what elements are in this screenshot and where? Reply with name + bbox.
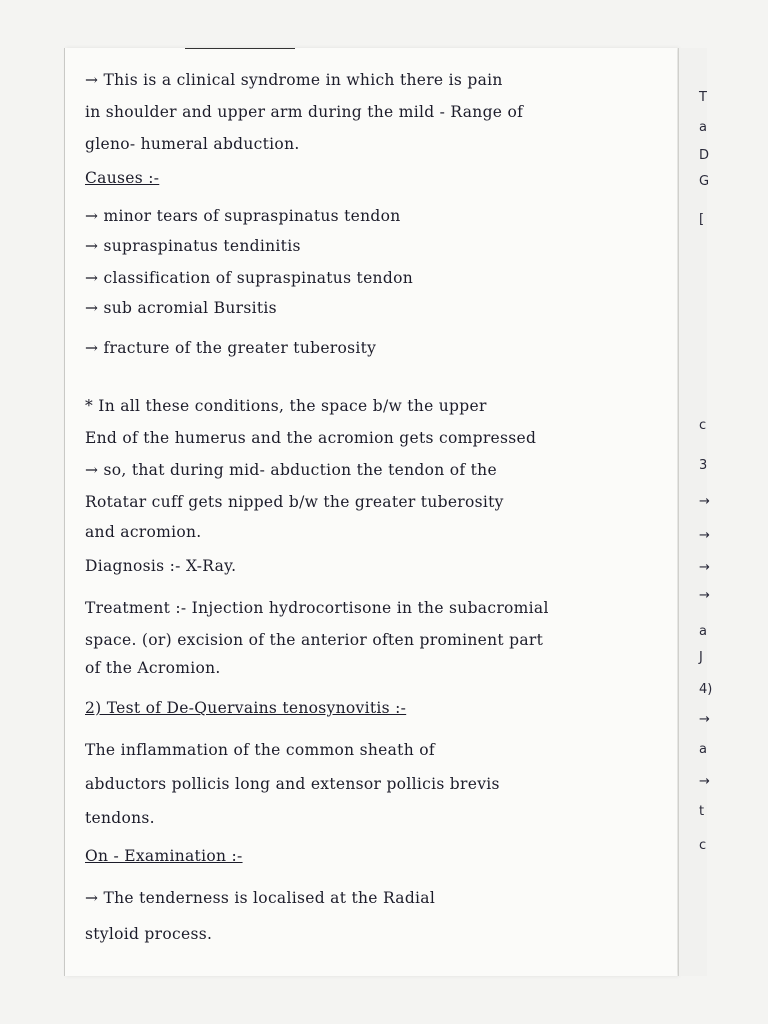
edge-glyph: J xyxy=(699,650,703,665)
note-line: of the Acromion. xyxy=(85,659,221,677)
note-line: and acromion. xyxy=(85,523,202,541)
note-line: Diagnosis :- X-Ray. xyxy=(85,557,237,575)
edge-glyph: → xyxy=(699,588,710,603)
edge-glyph: t xyxy=(699,804,705,819)
top-pen-stroke xyxy=(185,48,295,50)
note-line: → supraspinatus tendinitis xyxy=(85,237,301,255)
note-line: Causes :- xyxy=(85,169,160,187)
edge-glyph: 3 xyxy=(699,458,708,473)
note-line: On - Examination :- xyxy=(85,847,243,865)
edge-glyph: → xyxy=(699,712,710,727)
note-line: in shoulder and upper arm during the mild - Range of xyxy=(85,103,524,121)
note-line: tendons. xyxy=(85,809,155,827)
notebook-page xyxy=(64,48,677,976)
note-line: → classification of supraspinatus tendon xyxy=(85,269,413,287)
edge-glyph: → xyxy=(699,528,710,543)
note-line: * In all these conditions, the space b/w the upper xyxy=(85,397,487,415)
edge-glyph: c xyxy=(699,418,707,433)
adjacent-page-edge xyxy=(678,48,713,976)
edge-glyph: T xyxy=(699,90,707,105)
edge-glyph: a xyxy=(699,742,707,757)
edge-glyph: [ xyxy=(699,212,705,227)
note-line: Rotatar cuff gets nipped b/w the greater tuberosity xyxy=(85,493,504,511)
edge-glyph: → xyxy=(699,494,710,509)
note-line: End of the humerus and the acromion gets compressed xyxy=(85,429,537,447)
note-line: The inflammation of the common sheath of xyxy=(85,741,435,759)
edge-glyph: → xyxy=(699,560,710,575)
edge-glyph: a xyxy=(699,120,707,135)
edge-glyph: c xyxy=(699,838,707,853)
note-line: → This is a clinical syndrome in which there is pain xyxy=(85,71,503,89)
edge-glyph: D xyxy=(699,148,710,163)
note-line: → minor tears of supraspinatus tendon xyxy=(85,207,401,225)
edge-glyph: 4) xyxy=(699,682,713,697)
note-line: → The tenderness is localised at the Radial xyxy=(85,889,436,907)
note-line: abductors pollicis long and extensor pollicis brevis xyxy=(85,775,500,793)
note-line: → so, that during mid- abduction the tendon of the xyxy=(85,461,497,479)
note-line: Treatment :- Injection hydrocortisone in the subacromial xyxy=(85,599,549,617)
note-line: space. (or) excision of the anterior often prominent part xyxy=(85,631,544,649)
note-line: → sub acromial Bursitis xyxy=(85,299,277,317)
note-line: gleno- humeral abduction. xyxy=(85,135,300,153)
note-line: → fracture of the greater tuberosity xyxy=(85,339,377,357)
edge-glyph: a xyxy=(699,624,707,639)
edge-glyph: G xyxy=(699,174,710,189)
edge-glyph: → xyxy=(699,774,710,789)
note-line: styloid process. xyxy=(85,925,213,943)
note-line: 2) Test of De-Quervains tenosynovitis :- xyxy=(85,699,407,717)
